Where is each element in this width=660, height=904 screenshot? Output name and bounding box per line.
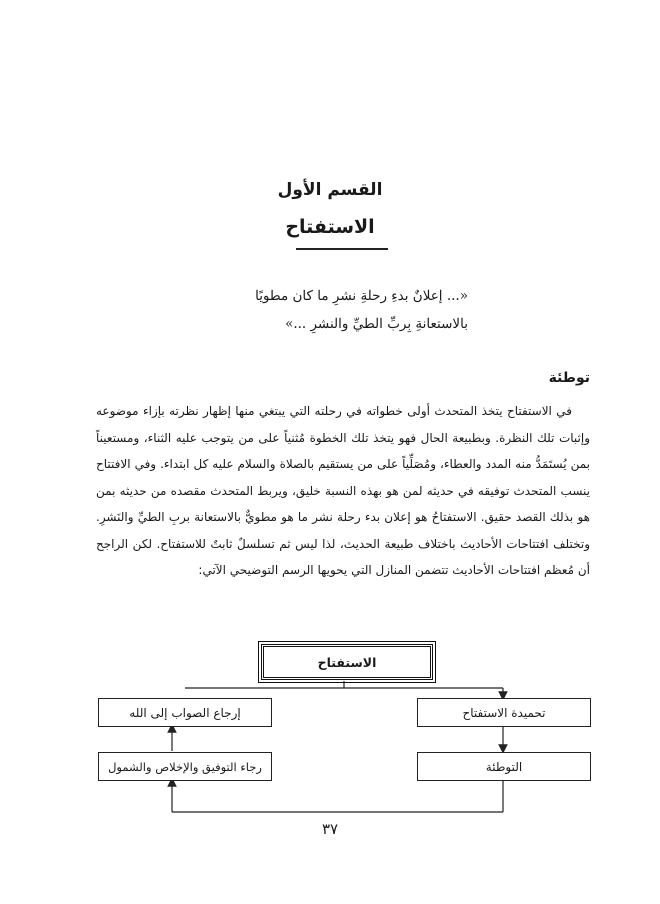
diagram-box-irjaa: إرجاع الصواب إلى الله <box>98 698 272 727</box>
body-paragraph: في الاستفتاح يتخذ المتحدث أولى خطواته في رحلته التي يبتغي منها إظهار نظرته بإزاء موضوعه وإثبات تلك النظرة. وبطبيعة الحال فهو يتخذ تلك الخطوة مُثنياً على من يتوجب عليه الثناء، ومستعيناً بمن يُستَمَدُّ منه المدد والعطاء، ومُصَلِّياً على من يستقيم بالصلاة والسلام عليه كل ابتداء. وفي الافتتاح ينسب المتحدث توفيقه في حديثه لمن هو بهذه النسبة خليق، ويربط المتحدث مقصده من حديثه بمن هو بذلك القصد حقيق. الاستفتاحُ هو إعلان بدء رحلة نشر ما هو مطويٌّ بالاستعانة بربِ الطيِّ والنَشرِ. وتختلف افتتاحات الأحاديث باختلاف طبيعة الحديث، لذا ليس ثم تسلسلٌ ثابتٌ للاستفتاح. لكن الراجح أن مُعظم افتتاحات الأحاديث تتضمن المنازل التي يحويها الرسم التوضيحي الآتي: <box>96 404 590 577</box>
chapter-title: الاستفتاح <box>285 216 375 238</box>
page-number: ٣٧ <box>321 820 339 838</box>
diagram-box-istiftah: الاستفتاح <box>261 644 433 680</box>
diagram-box-rajaa: رجاء التوفيق والإخلاص والشمول <box>98 752 272 781</box>
epigraph-line-1: «... إعلانٌ بدءِ رحلةِ نشرِ ما كان مطويًا <box>255 288 468 304</box>
diagram-box-tawtia: التوطئة <box>417 752 591 781</box>
section-title: القسم الأول <box>277 180 383 200</box>
intro-heading: توطئة <box>548 370 590 386</box>
epigraph-line-2: بالاستعانةِ بِربِّ الطيِّ والنشرِ ...» <box>285 316 468 332</box>
diagram-box-tahmid: تحميدة الاستفتاح <box>417 698 591 727</box>
